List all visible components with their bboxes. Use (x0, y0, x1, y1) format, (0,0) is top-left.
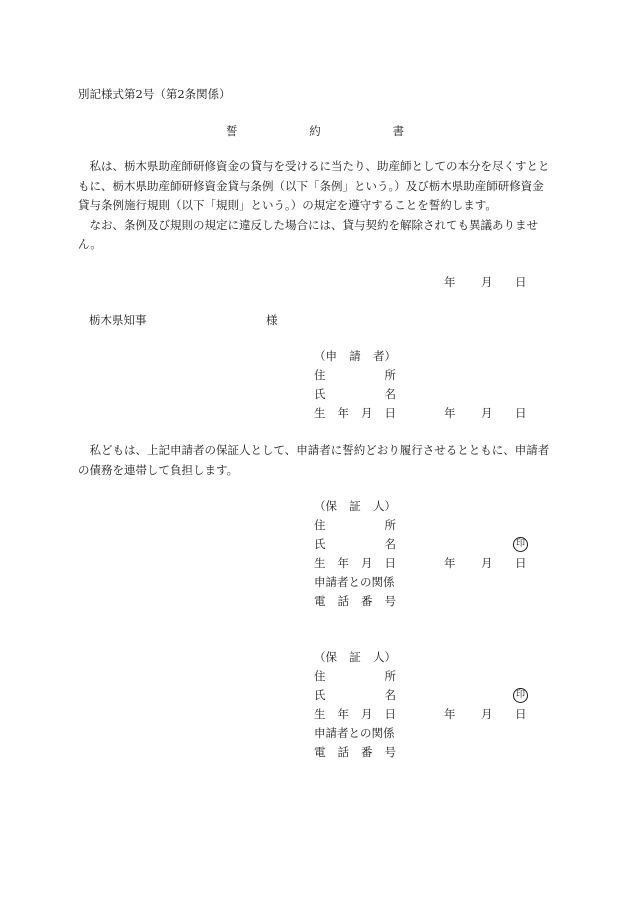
label-char: 日 (384, 556, 396, 570)
label-char: 生 (314, 707, 326, 721)
label-char: 年 (337, 707, 349, 721)
applicant-birth-month-label: 月 (481, 406, 493, 420)
label-char: 生 (314, 406, 326, 420)
applicant-birth-year-label: 年 (444, 406, 456, 420)
guarantor2-birthdate-label (314, 705, 396, 724)
label-char: 話 (337, 745, 349, 759)
guarantor1-birth-year-label: 年 (444, 556, 456, 570)
addressee-honorific: 様 (266, 313, 278, 327)
label-char: 氏 (314, 688, 326, 702)
label-char: 電 (314, 745, 326, 759)
label-char: 名 (384, 537, 396, 551)
label-char: 生 (314, 556, 326, 570)
label-char: 住 (314, 518, 326, 532)
document-title (226, 122, 404, 141)
pledge-paragraph: なお、条例及び規則の規定に違反した場合には、貸与契約を解除されても異議ありません。 (78, 217, 538, 251)
applicant-address-label (314, 366, 396, 385)
applicant-heading (314, 347, 396, 366)
heading-part: 請 (349, 349, 361, 363)
guarantor1-phone-label (314, 592, 396, 611)
label-char: 氏 (314, 387, 326, 401)
label-char: 月 (361, 406, 373, 420)
guarantor2-name-label (314, 686, 396, 705)
label-char: 名 (384, 688, 396, 702)
label-char: 号 (384, 745, 396, 759)
label-char: 年 (337, 556, 349, 570)
heading-part: 証 (349, 499, 361, 513)
heading-part: （保 (314, 650, 337, 664)
label-char: 日 (384, 707, 396, 721)
pledge-paragraph: 私は、栃木県助産師研修資金の貸与を受けるに当たり、助産師としての本分を尽くすとともに、栃木県助産師研修資金貸与条例（以下「条例」という。）及び栃木県助産師研修資金貸与条例施行規則（以下「規則」という。）の規定を遵守することを誓約します。 (78, 159, 550, 212)
form-id: 別記様式第2号（第2条関係） (78, 87, 231, 101)
label-char: 月 (361, 556, 373, 570)
label-char: 月 (361, 707, 373, 721)
label-char: 番 (361, 594, 373, 608)
date-month-label: 月 (481, 275, 493, 289)
label-char: 住 (314, 368, 326, 382)
guarantor1-name-label (314, 535, 396, 554)
heading-part: 証 (349, 650, 361, 664)
guarantor2-address-label (314, 667, 396, 686)
title-char: 約 (309, 124, 321, 138)
title-char: 誓 (226, 124, 238, 138)
guarantor2-birth-year-label: 年 (444, 707, 456, 721)
label-char: 所 (384, 518, 396, 532)
label-char: 名 (384, 387, 396, 401)
pledge-body (78, 157, 550, 255)
guarantor1-birth-month-label: 月 (481, 556, 493, 570)
applicant-name-label (314, 385, 396, 404)
guarantor2-heading (314, 648, 396, 667)
date-day-label: 日 (515, 275, 527, 289)
guarantor2-relation-label: 申請者との関係 (314, 726, 395, 740)
heading-part: 人） (373, 650, 396, 664)
label-char: 所 (384, 669, 396, 683)
date-year-label: 年 (444, 275, 456, 289)
title-char: 書 (392, 124, 404, 138)
guarantor2-birth-day-label: 日 (515, 707, 527, 721)
guarantor-statement (78, 441, 550, 480)
label-char: 氏 (314, 537, 326, 551)
label-char: 話 (337, 594, 349, 608)
guarantor2-phone-label (314, 743, 396, 762)
guarantor1-address-label (314, 516, 396, 535)
addressee-name: 栃木県知事 (89, 313, 147, 327)
label-char: 所 (384, 368, 396, 382)
label-char: 住 (314, 669, 326, 683)
seal-mark-icon: 印 (513, 537, 528, 552)
heading-part: （保 (314, 499, 337, 513)
label-char: 電 (314, 594, 326, 608)
guarantor1-relation-label: 申請者との関係 (314, 575, 395, 589)
guarantor1-birthdate-label (314, 554, 396, 573)
heading-part: 人） (373, 499, 396, 513)
applicant-birthdate-label (314, 404, 396, 423)
label-char: 日 (384, 406, 396, 420)
guarantor-paragraph: 私どもは、上記申請者の保証人として、申請者に誓約どおり履行させるとともに、申請者の債務を連帯して負担します。 (78, 443, 550, 477)
heading-part: （申 (314, 349, 337, 363)
label-char: 番 (361, 745, 373, 759)
applicant-birth-day-label: 日 (515, 406, 527, 420)
label-char: 号 (384, 594, 396, 608)
guarantor1-birth-day-label: 日 (515, 556, 527, 570)
heading-part: 者） (373, 349, 396, 363)
guarantor2-birth-month-label: 月 (481, 707, 493, 721)
label-char: 年 (337, 406, 349, 420)
seal-mark-icon: 印 (513, 688, 528, 703)
guarantor1-heading (314, 497, 396, 516)
